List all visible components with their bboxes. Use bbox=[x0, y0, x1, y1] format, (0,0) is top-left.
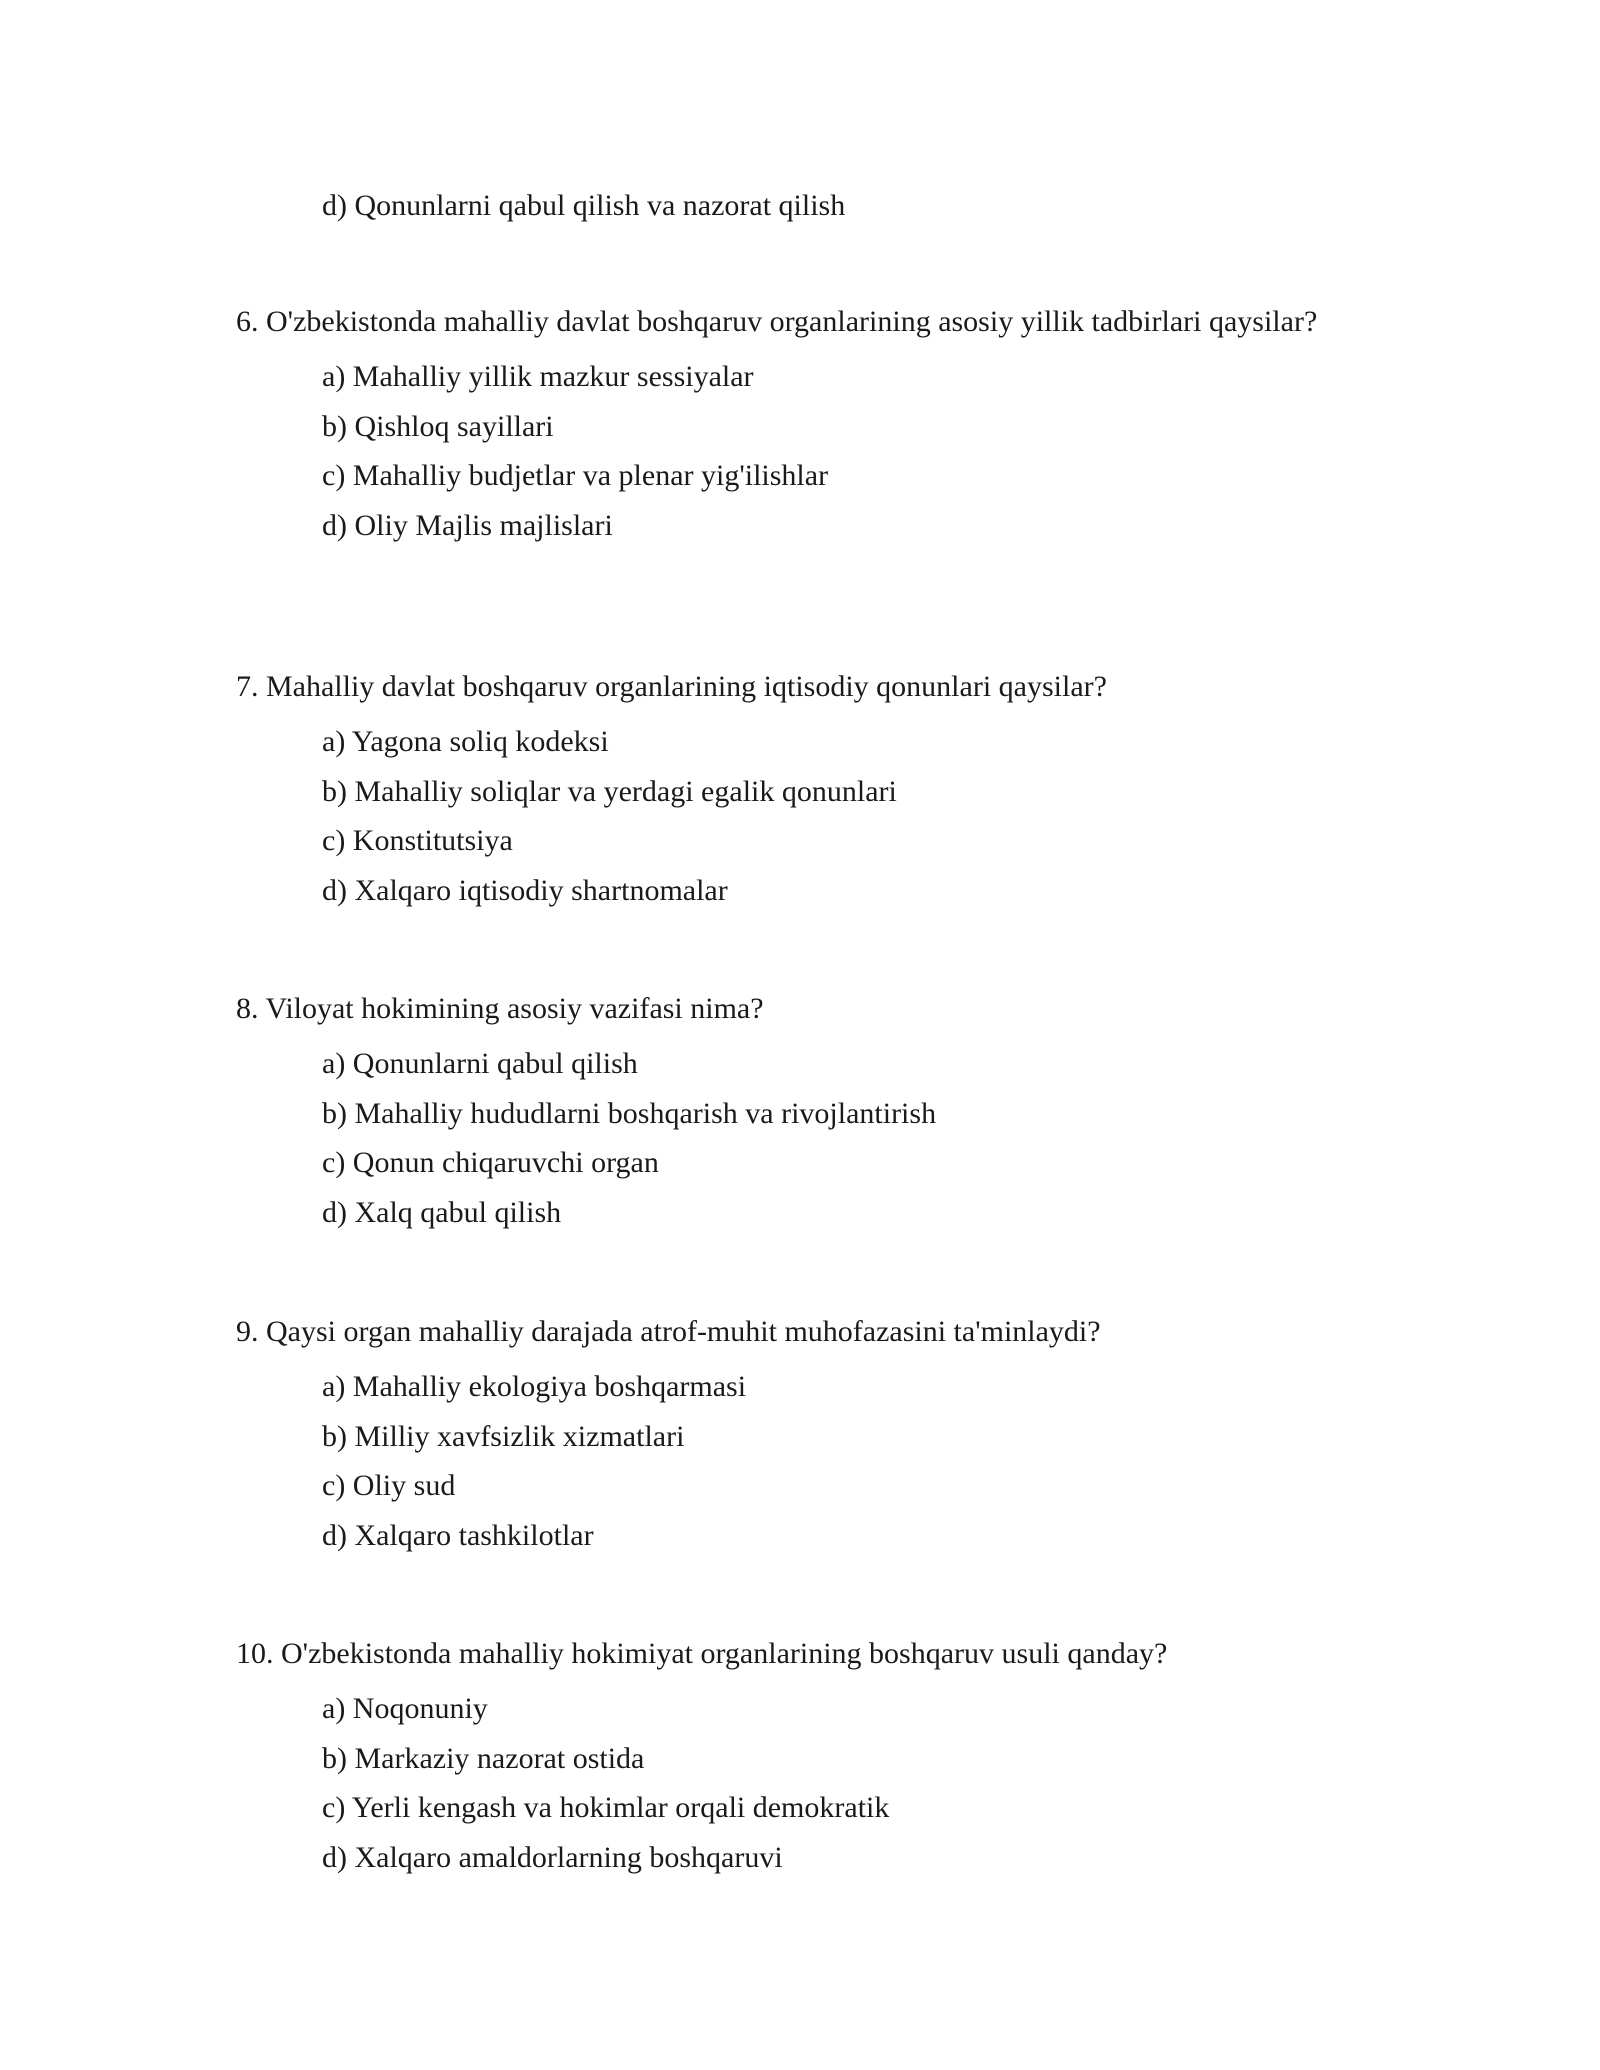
option-a: a) Qonunlarni qabul qilish bbox=[322, 1047, 638, 1080]
question-text: 10. O'zbekistonda mahalliy hokimiyat organlarining boshqaruv usuli qanday? bbox=[236, 1637, 1168, 1670]
option-b: b) Mahalliy soliqlar va yerdagi egalik qonunlari bbox=[322, 774, 897, 808]
option-a: a) Noqonuniy bbox=[322, 1692, 488, 1725]
option-d: d) Xalq qabul qilish bbox=[322, 1195, 562, 1229]
option-list bbox=[236, 722, 1366, 920]
carry-over-option: d) Qonunlarni qabul qilish va nazorat qilish bbox=[322, 189, 846, 222]
option-c: c) Qonun chiqaruvchi organ bbox=[322, 1146, 659, 1179]
option-list bbox=[236, 1367, 1366, 1565]
option-b: b) Markaziy nazorat ostida bbox=[322, 1741, 645, 1775]
question-text: 6. O'zbekistonda mahalliy davlat boshqaruv organlarining asosiy yillik tadbirlari qaysilar? bbox=[236, 305, 1318, 338]
option-a: a) Mahalliy ekologiya boshqarmasi bbox=[322, 1370, 747, 1403]
question-6 bbox=[236, 301, 1366, 555]
option-d: d) Xalqaro amaldorlarning boshqaruvi bbox=[322, 1840, 783, 1874]
option-list bbox=[236, 1689, 1366, 1887]
option-b: b) Mahalliy hududlarni boshqarish va rivojlantirish bbox=[322, 1096, 937, 1130]
question-10 bbox=[236, 1633, 1366, 1887]
option-b: b) Qishloq sayillari bbox=[322, 409, 554, 443]
option-c: c) Mahalliy budjetlar va plenar yig'ilishlar bbox=[322, 459, 829, 492]
option-a: a) Yagona soliq kodeksi bbox=[322, 725, 609, 758]
option-d: d) Oliy Majlis majlislari bbox=[322, 508, 613, 542]
question-text: 7. Mahalliy davlat boshqaruv organlarining iqtisodiy qonunlari qaysilar? bbox=[236, 670, 1107, 703]
option-b: b) Milliy xavfsizlik xizmatlari bbox=[322, 1419, 685, 1453]
question-8 bbox=[236, 988, 1366, 1242]
option-d: d) Xalqaro tashkilotlar bbox=[322, 1518, 594, 1552]
option-c: c) Oliy sud bbox=[322, 1469, 456, 1502]
option-list bbox=[236, 1044, 1366, 1242]
option-a: a) Mahalliy yillik mazkur sessiyalar bbox=[322, 360, 754, 393]
option-c: c) Konstitutsiya bbox=[322, 824, 513, 857]
question-7 bbox=[236, 666, 1366, 920]
question-text: 8. Viloyat hokimining asosiy vazifasi nima? bbox=[236, 992, 764, 1025]
option-d: d) Xalqaro iqtisodiy shartnomalar bbox=[322, 873, 728, 907]
option-c: c) Yerli kengash va hokimlar orqali demokratik bbox=[322, 1791, 890, 1824]
question-9 bbox=[236, 1311, 1366, 1565]
option-list bbox=[236, 357, 1366, 555]
question-text: 9. Qaysi organ mahalliy darajada atrof-muhit muhofazasini ta'minlaydi? bbox=[236, 1315, 1101, 1348]
